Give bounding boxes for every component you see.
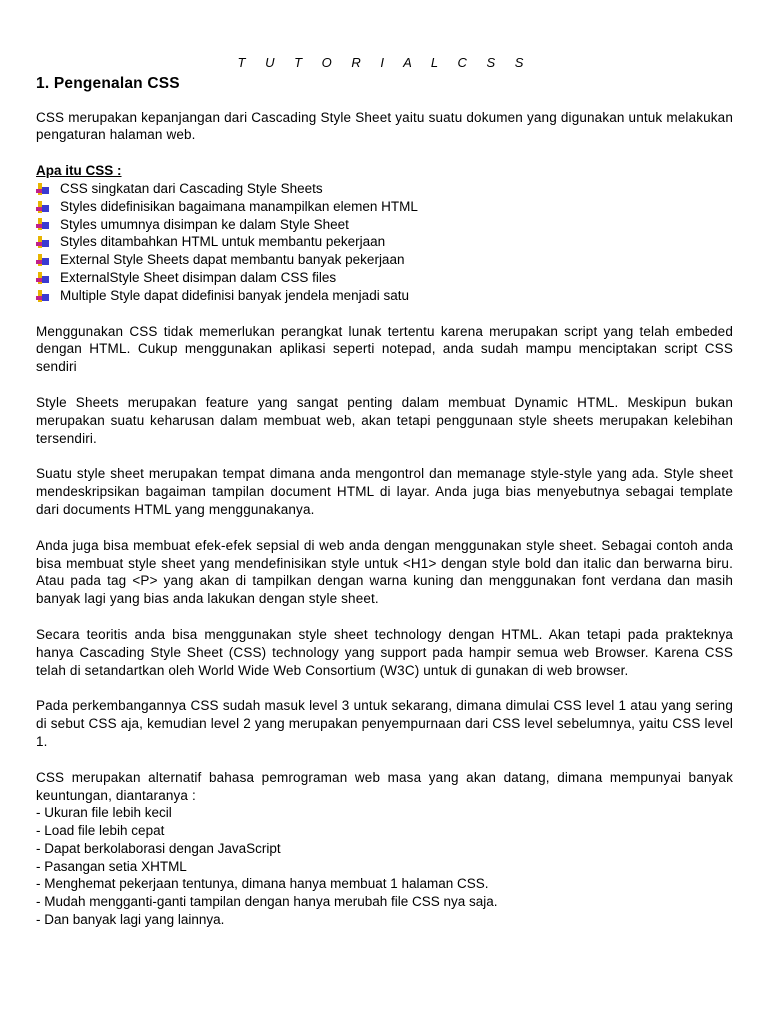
list-item-text: ExternalStyle Sheet disimpan dalam CSS files (60, 269, 337, 285)
list-item: - Dan banyak lagi yang lainnya. (36, 912, 225, 928)
list-item-text: External Style Sheets dapat membantu banyak pekerjaan (60, 252, 405, 268)
paragraph: Secara teoritis anda bisa menggunakan style sheet technology dengan HTML. Akan tetapi pada prakteknya hanya Cascading Style Sheet (CSS) technology yang support pada hampir semua web Browser. Karena CSS telah di setandartkan oleh World Wide Web Consortium (W3C) untuk di gunakan di web browser. (36, 626, 733, 678)
pencil-bullet-icon (36, 200, 50, 214)
list-item: - Load file lebih cepat (36, 823, 165, 839)
paragraph: Menggunakan CSS tidak memerlukan perangkat lunak tertentu karena merupakan script yang telah embeded dengan HTML. Cukup menggunakan aplikasi seperti notepad, anda sudah mampu menciptakan script CSS sendiri (36, 323, 733, 375)
keuntungan-list (36, 804, 733, 929)
pencil-bullet-icon (36, 289, 50, 303)
list-item (36, 251, 733, 269)
document-page (36, 54, 733, 929)
keuntungan-intro: CSS merupakan alternatif bahasa pemrograman web masa yang akan datang, dimana mempunyai banyak keuntungan, diantaranya : (36, 769, 733, 803)
pencil-bullet-icon (36, 271, 50, 285)
apa-itu-list (36, 180, 733, 305)
pencil-bullet-icon (36, 253, 50, 267)
list-item (36, 287, 733, 305)
paragraph: Pada perkembangannya CSS sudah masuk level 3 untuk sekarang, dimana dimulai CSS level 1 atau yang sering di sebut CSS aja, kemudian level 2 yang merupakan penyempurnaan dari CSS level sebelumnya, yaitu CSS level 1. (36, 698, 733, 749)
list-item-text: Styles umumnya disimpan ke dalam Style Sheet (60, 216, 349, 232)
pencil-bullet-icon (36, 235, 50, 249)
list-item-text: Styles didefinisikan bagaimana manampilkan elemen HTML (60, 198, 418, 214)
list-item: - Mudah mengganti-ganti tampilan dengan hanya merubah file CSS nya saja. (36, 894, 498, 910)
list-item-text: Multiple Style dapat didefinisi banyak jendela menjadi satu (60, 287, 409, 303)
intro-paragraph: CSS merupakan kepanjangan dari Cascading Style Sheet yaitu suatu dokumen yang digunakan untuk melakukan pengaturan halaman web. (36, 109, 733, 143)
pencil-bullet-icon (36, 182, 50, 196)
list-item: - Menghemat pekerjaan tentunya, dimana hanya membuat 1 halaman CSS. (36, 876, 489, 892)
list-item: - Pasangan setia XHTML (36, 858, 187, 874)
document-title: T U T O R I A L C S S (237, 55, 532, 70)
pencil-bullet-icon (36, 217, 50, 231)
list-item: - Ukuran file lebih kecil (36, 805, 172, 821)
list-item (36, 180, 733, 198)
list-item: - Dapat berkolaborasi dengan JavaScript (36, 840, 281, 856)
apa-itu-heading: Apa itu CSS : (36, 163, 122, 179)
list-item (36, 216, 733, 234)
list-item (36, 269, 733, 287)
paragraph: Style Sheets merupakan feature yang sangat penting dalam membuat Dynamic HTML. Meskipun bukan merupakan suatu keharusan dalam membuat web, akan tetapi penggunaan style sheets merupakan kelebihan tersendiri. (36, 394, 733, 446)
paragraph: Suatu style sheet merupakan tempat dimana anda mengontrol dan memanage style-style yang ada. Style sheet mendeskripsikan bagaiman tampilan document HTML di layar. Anda juga bias menyebutnya sebagai template dari documents HTML yang menggunakanya. (36, 466, 733, 517)
list-item (36, 233, 733, 251)
paragraph: Anda juga bisa membuat efek-efek sepsial di web anda dengan menggunakan style sheet. Sebagai contoh anda bisa membuat style sheet yang mendefinisikan style untuk <H1> dengan style bold dan italic dan berwarna biru. Atau pada tag <P> yang akan di tampilkan dengan warna kuning dan menggunakan font verdana dan masih banyak lagi yang bias anda lakukan dengan style sheet. (36, 537, 733, 607)
section-heading: 1. Pengenalan CSS (36, 74, 180, 92)
list-item (36, 198, 733, 216)
list-item-text: Styles ditambahkan HTML untuk membantu pekerjaan (60, 234, 386, 250)
list-item-text: CSS singkatan dari Cascading Style Sheets (60, 180, 323, 196)
